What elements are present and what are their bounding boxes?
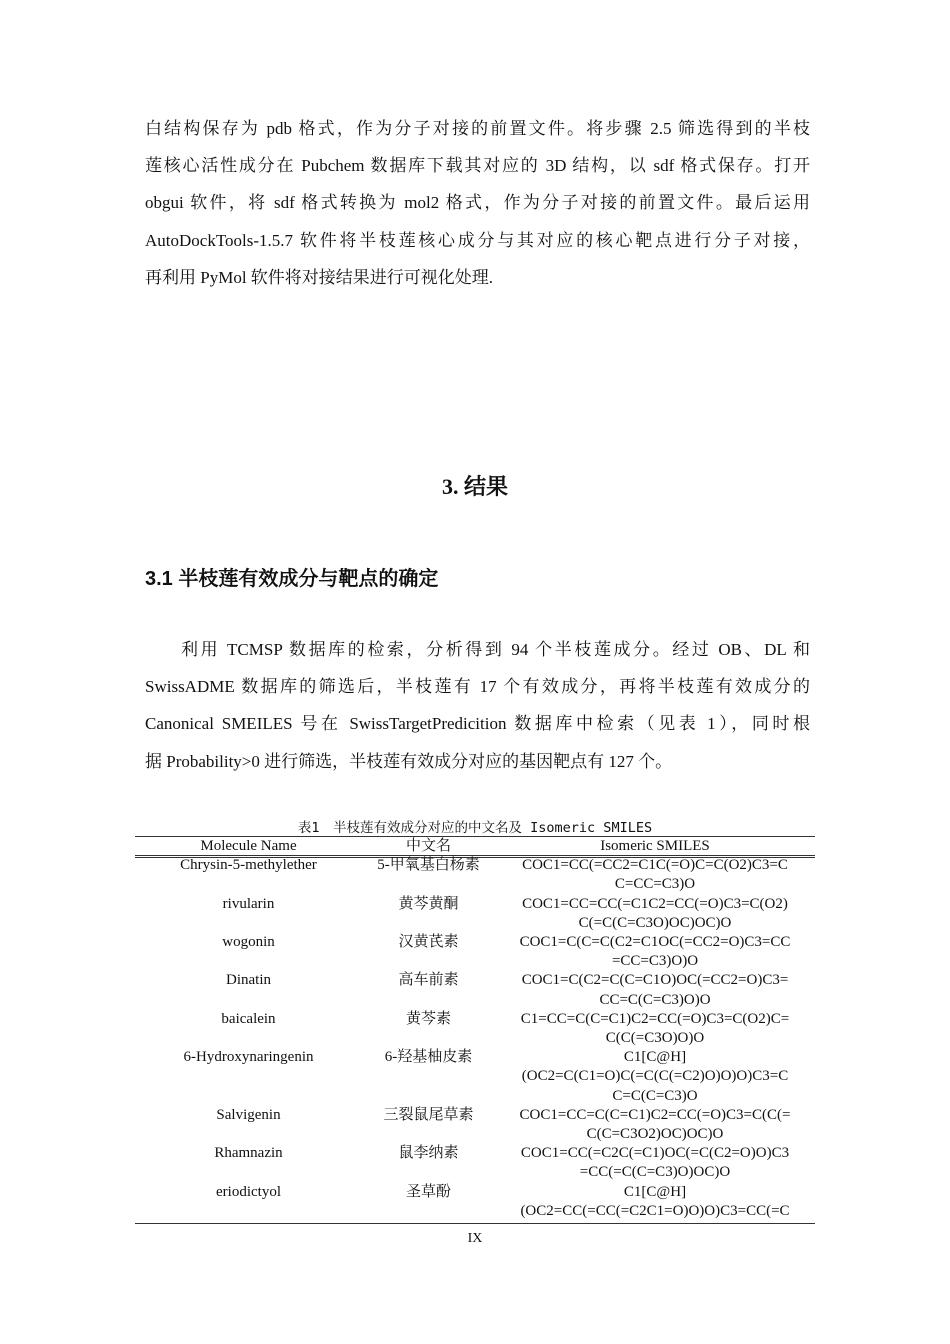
smiles-table (135, 837, 815, 1221)
smiles-line: COC1=CC(=C2C(=C1)OC(=C(C2=O)O)C3 (520, 1145, 790, 1162)
table-row (135, 1183, 815, 1221)
smiles-cell (495, 933, 815, 971)
smiles-line: (OC2=CC(=CC(=C2C1=O)O)O)C3=CC(=C (520, 1202, 790, 1219)
molecule-name: eriodictyol (216, 1183, 281, 1200)
chinese-name: 高车前素 (398, 972, 459, 989)
paragraph-methods (145, 110, 810, 296)
chinese-name: 三裂鼠尾草素 (383, 1106, 474, 1123)
smiles-line: COC1=C(C=C(C2=C1OC(=CC2=O)C3=CC (519, 934, 791, 951)
section-heading: 3. 结果 (441, 474, 508, 499)
table-bottom-rule (135, 1223, 815, 1224)
header-chinese-name: 中文名 (405, 838, 451, 854)
table-row (135, 1010, 815, 1048)
smiles-line: =CC=C3)O)O (611, 953, 699, 970)
molecule-name: wogonin (222, 934, 275, 951)
smiles-line: COC1=C(C2=C(C=C1O)OC(=CC2=O)C3= (521, 972, 789, 989)
chinese-name: 6-羟基柚皮素 (384, 1049, 473, 1066)
smiles-line: C=C(C=C3)O (612, 1087, 698, 1104)
text-line: obgui 软件，将 sdf 格式转换为 mol2 格式，作为分子对接的前置文件。最后运用 (145, 193, 810, 213)
molecule-name: Dinatin (226, 972, 271, 989)
header-smiles: Isomeric SMILES (600, 838, 710, 854)
chinese-name: 黄芩黄酮 (398, 895, 459, 912)
molecule-name: 6-Hydroxynaringenin (183, 1049, 314, 1066)
chinese-name: 5-甲氧基白杨素 (377, 857, 480, 874)
smiles-cell (495, 856, 815, 894)
smiles-line: C1[C@H] (623, 1183, 687, 1200)
smiles-line: C(C=C3O2)OC)OC)O (586, 1126, 724, 1143)
text-line: 利用 TCMSP 数据库的检索，分析得到 94 个半枝莲成分。经过 OB、DL 和 (181, 640, 810, 659)
text-line: 据 Probability>0 进行筛选，半枝莲有效成分对应的基因靶点有 127 个。 (145, 751, 673, 771)
smiles-line: C(=C(C=C3O)OC)OC)O (578, 914, 732, 931)
text-line: 莲核心活性成分在 Pubchem 数据库下载其对应的 3D 结构，以 sdf 格式保存。打开 (145, 156, 810, 176)
smiles-cell (495, 1183, 815, 1221)
table-row (135, 856, 815, 894)
table-row (135, 895, 815, 933)
smiles-line: (OC2=C(C1=O)C(=C(C(=C2)O)O)O)C3=C (521, 1068, 789, 1085)
smiles-cell (495, 895, 815, 933)
text-line: AutoDockTools-1.5.7 软件将半枝莲核心成分与其对应的核心靶点进行分子对接， (145, 230, 810, 250)
smiles-line: C=CC=C3)O (614, 876, 696, 893)
text-line: 再利用 PyMol 软件将对接结果进行可视化处理. (145, 267, 494, 287)
molecule-name: rivularin (222, 895, 275, 912)
table-caption: 表1 半枝莲有效成分对应的中文名及 Isomeric SMILES (297, 820, 653, 836)
table-row (135, 1144, 815, 1182)
page-number: IX (467, 1231, 483, 1246)
subsection-heading: 3.1 半枝莲有效成分与靶点的确定 (145, 568, 439, 590)
smiles-cell (495, 1144, 815, 1182)
molecule-name: Salvigenin (216, 1106, 281, 1123)
chinese-name: 圣草酚 (405, 1183, 451, 1200)
text-line: SwissADME 数据库的筛选后，半枝莲有 17 个有效成分，再将半枝莲有效成分的 (145, 677, 810, 697)
table-row (135, 933, 815, 971)
molecule-name: Chrysin-5-methylether (180, 857, 317, 874)
header-molecule-name: Molecule Name (200, 838, 297, 854)
smiles-line: =CC(=C(C=C3)O)OC)O (579, 1164, 731, 1181)
chinese-name: 汉黄芪素 (398, 934, 459, 951)
chinese-name: 黄芩素 (405, 1010, 451, 1027)
table-row (135, 971, 815, 1009)
smiles-line: CC=C(C=C3)O)O (599, 991, 711, 1008)
table-row (135, 1048, 815, 1106)
smiles-line: C1=CC=C(C=C1)C2=CC(=O)C3=C(O2)C= (520, 1010, 790, 1027)
smiles-line: COC1=CC(=CC2=C1C(=O)C=C(O2)C3=C (522, 857, 788, 874)
smiles-line: C(C(=C3O)O)O (605, 1030, 705, 1047)
paragraph-results (145, 631, 810, 780)
text-line: Canonical SMEILES 号在 SwissTargetPredicition 数据库中检索（见表 1），同时根 (145, 714, 810, 734)
smiles-line: COC1=CC=CC(=C1C2=CC(=O)C3=C(O2) (522, 895, 788, 912)
molecule-name: baicalein (221, 1010, 276, 1027)
smiles-cell (495, 1010, 815, 1048)
smiles-cell (495, 971, 815, 1009)
chinese-name: 鼠李纳素 (398, 1145, 459, 1162)
text-line: 白结构保存为 pdb 格式，作为分子对接的前置文件。将步骤 2.5 筛选得到的半枝 (145, 119, 810, 138)
smiles-line: COC1=CC=C(C=C1)C2=CC(=O)C3=C(C(= (519, 1106, 791, 1123)
molecule-name: Rhamnazin (214, 1145, 283, 1162)
smiles-cell (495, 1106, 815, 1144)
smiles-cell (495, 1048, 815, 1106)
table-row (135, 1106, 815, 1144)
smiles-line: C1[C@H] (623, 1049, 687, 1066)
